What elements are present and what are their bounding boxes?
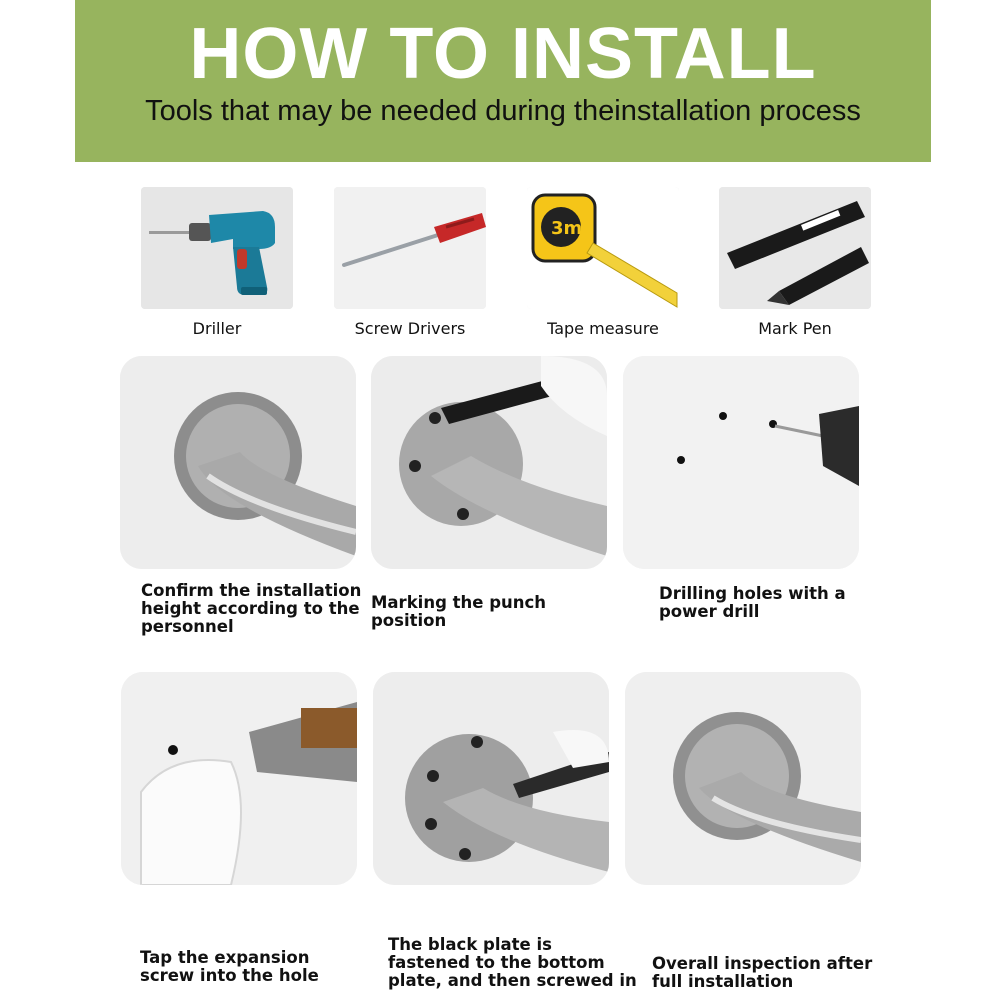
page-subtitle: Tools that may be needed during theinstallation process [145, 95, 861, 127]
step-5-photo [373, 672, 609, 885]
screwdriver-icon [334, 187, 486, 309]
tool-label: Driller [192, 319, 242, 338]
grab-bar-flange-icon [120, 356, 356, 569]
step-2-photo [371, 356, 607, 569]
tool-label: Mark Pen [758, 319, 832, 338]
page-title: HOW TO INSTALL [189, 14, 817, 94]
step-4-photo [121, 672, 357, 885]
tool-screw-drivers [334, 187, 486, 338]
tape-measure-icon [527, 187, 679, 309]
marking-pen-flange-icon [371, 356, 607, 569]
step-6-photo [625, 672, 861, 885]
marker-pen-icon [719, 187, 871, 309]
tool-driller [141, 187, 293, 338]
step-4-caption: Tap the expansion screw into the hole [140, 948, 319, 985]
svg-text:3m: 3m [551, 218, 583, 239]
tool-mark-pen [719, 187, 871, 338]
tool-label: Screw Drivers [354, 319, 466, 338]
tool-tape-measure [527, 187, 679, 338]
drill-holes-icon [623, 356, 859, 569]
step-1-photo [120, 356, 356, 569]
flange-screwing-icon [373, 672, 609, 885]
step-3-caption: Drilling holes with a power drill [659, 584, 846, 621]
step-3-photo [623, 356, 859, 569]
step-1-caption: Confirm the installation height according to the personnel [141, 581, 362, 636]
power-drill-icon [141, 187, 293, 309]
installed-grab-bar-icon [625, 672, 861, 885]
tool-label: Tape measure [547, 319, 659, 338]
header-banner [75, 0, 931, 162]
step-2-caption: Marking the punch position [371, 593, 547, 630]
hammer-glove-icon [121, 672, 357, 885]
step-5-caption: The black plate is fastened to the bottom plate, and then screwed in [388, 935, 637, 990]
step-6-caption: Overall inspection after full installation [652, 954, 873, 991]
